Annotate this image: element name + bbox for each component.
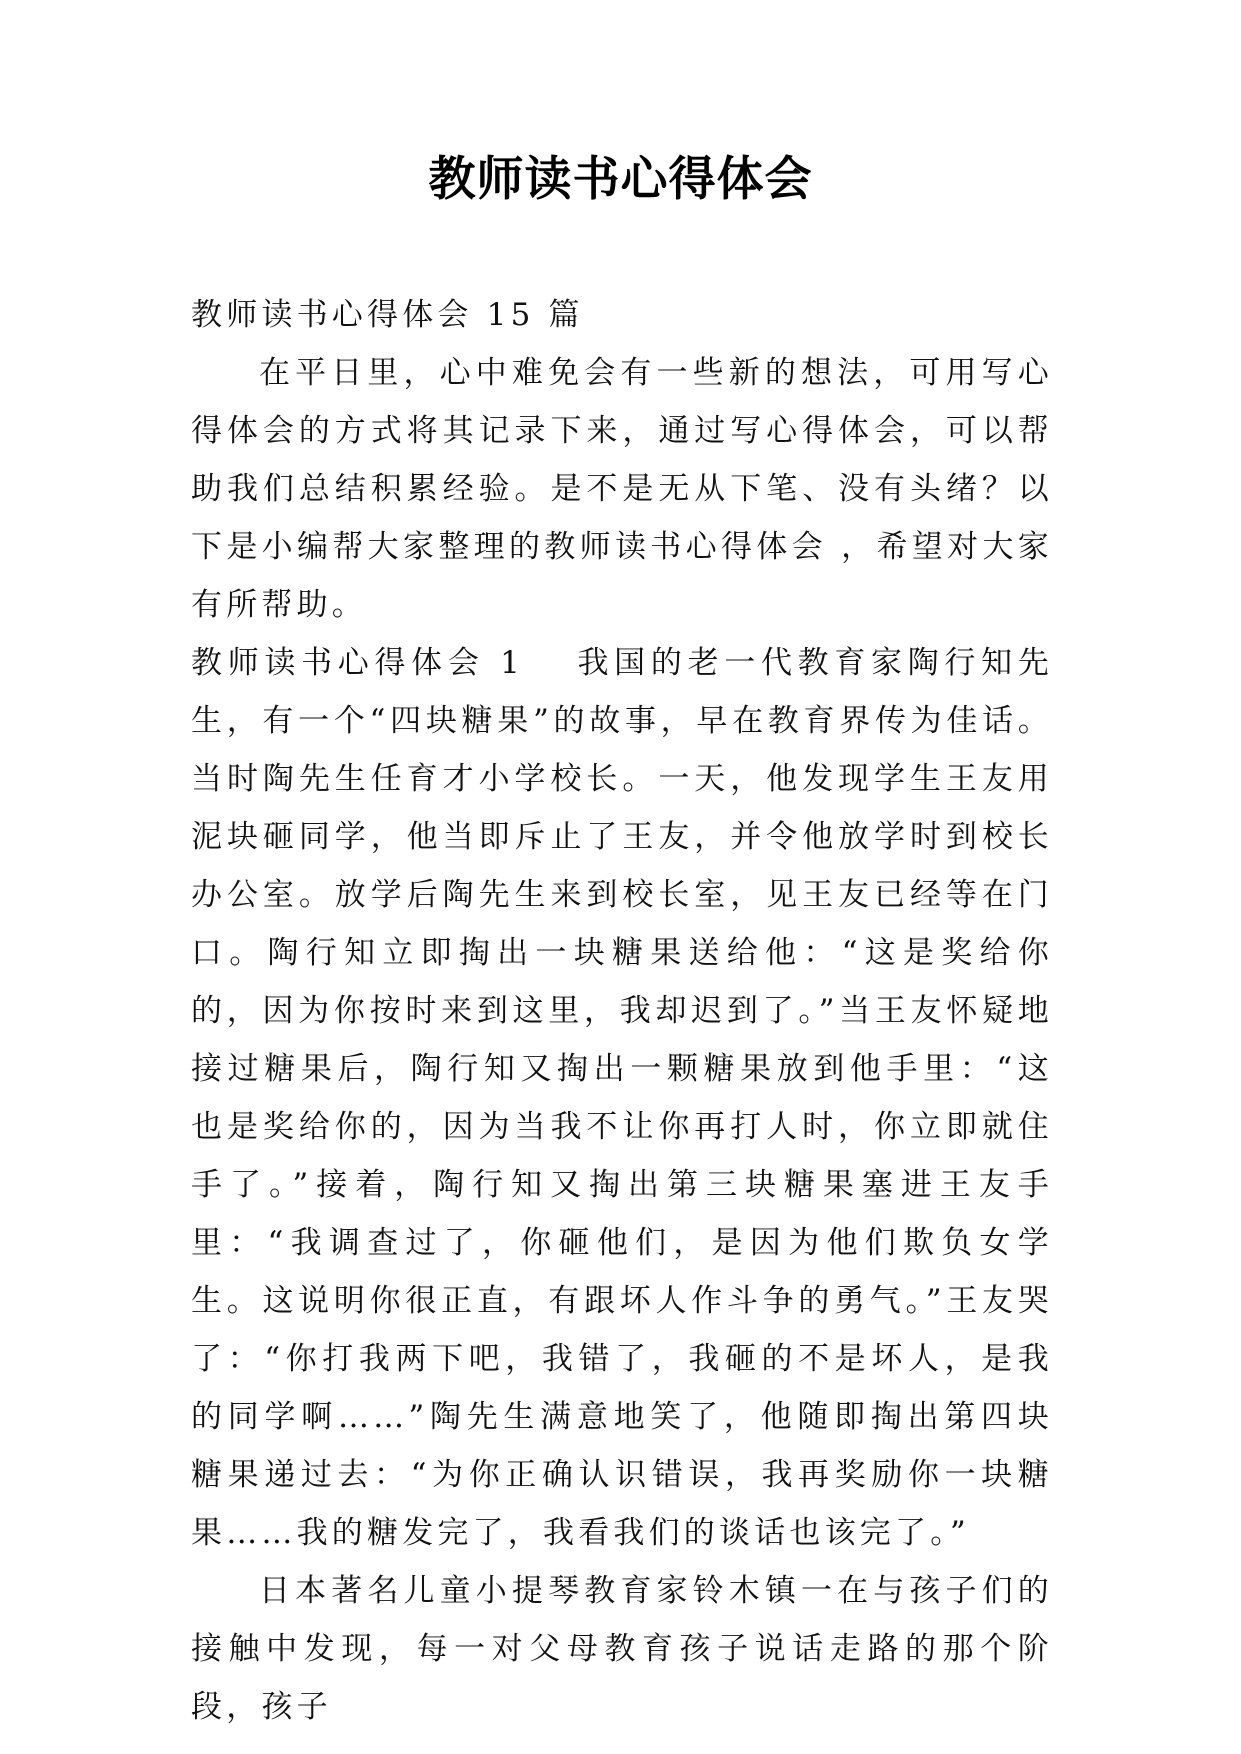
section-1-heading: 教师读书心得体会 1 bbox=[191, 645, 524, 681]
intro-paragraph: 在平日里，心中难免会有一些新的想法，可用写心得体会的方式将其记录下来，通过写心得体会，可以帮助我们总结积累经验。是不是无从下笔、没有头绪？以下是小编帮大家整理的教师读书心得体会 ，希望对大家有所帮助。 bbox=[191, 355, 1053, 623]
document-subtitle: 教师读书心得体会 15 篇 bbox=[191, 297, 584, 333]
section-1-paragraph bbox=[191, 634, 1053, 1562]
document-title: 教师读书心得体会 bbox=[428, 152, 813, 207]
document-body bbox=[191, 286, 1053, 1736]
paragraph-2: 日本著名儿童小提琴教育家铃木镇一在与孩子们的接触中发现，每一对父母教育孩子说话走路的那个阶段，孩子 bbox=[191, 1573, 1053, 1725]
section-1-text: 我国的老一代教育家陶行知先生，有一个“四块糖果”的故事，早在教育界传为佳话。当时陶先生任育才小学校长。一天，他发现学生王友用泥块砸同学，他当即斥止了王友，并令他放学时到校长办公室。放学后陶先生来到校长室，见王友已经等在门口。陶行知立即掏出一块糖果送给他：“这是奖给你的，因为你按时来到这里，我却迟到了。”当王友怀疑地接过糖果后，陶行知又掏出一颗糖果放到他手里：“这也是奖给你的，因为当我不让你再打人时，你立即就住手了。”接着，陶行知又掏出第三块糖果塞进王友手里：“我调查过了，你砸他们，是因为他们欺负女学生。这说明你很正直，有跟坏人作斗争的勇气。”王友哭了：“你打我两下吧，我错了，我砸的不是坏人，是我的同学啊……”陶先生满意地笑了，他随即掏出第四块糖果递过去：“为你正确认识错误，我再奖励你一块糖果……我的糖发完了，我看我们的谈话也该完了。” bbox=[191, 645, 1053, 1551]
